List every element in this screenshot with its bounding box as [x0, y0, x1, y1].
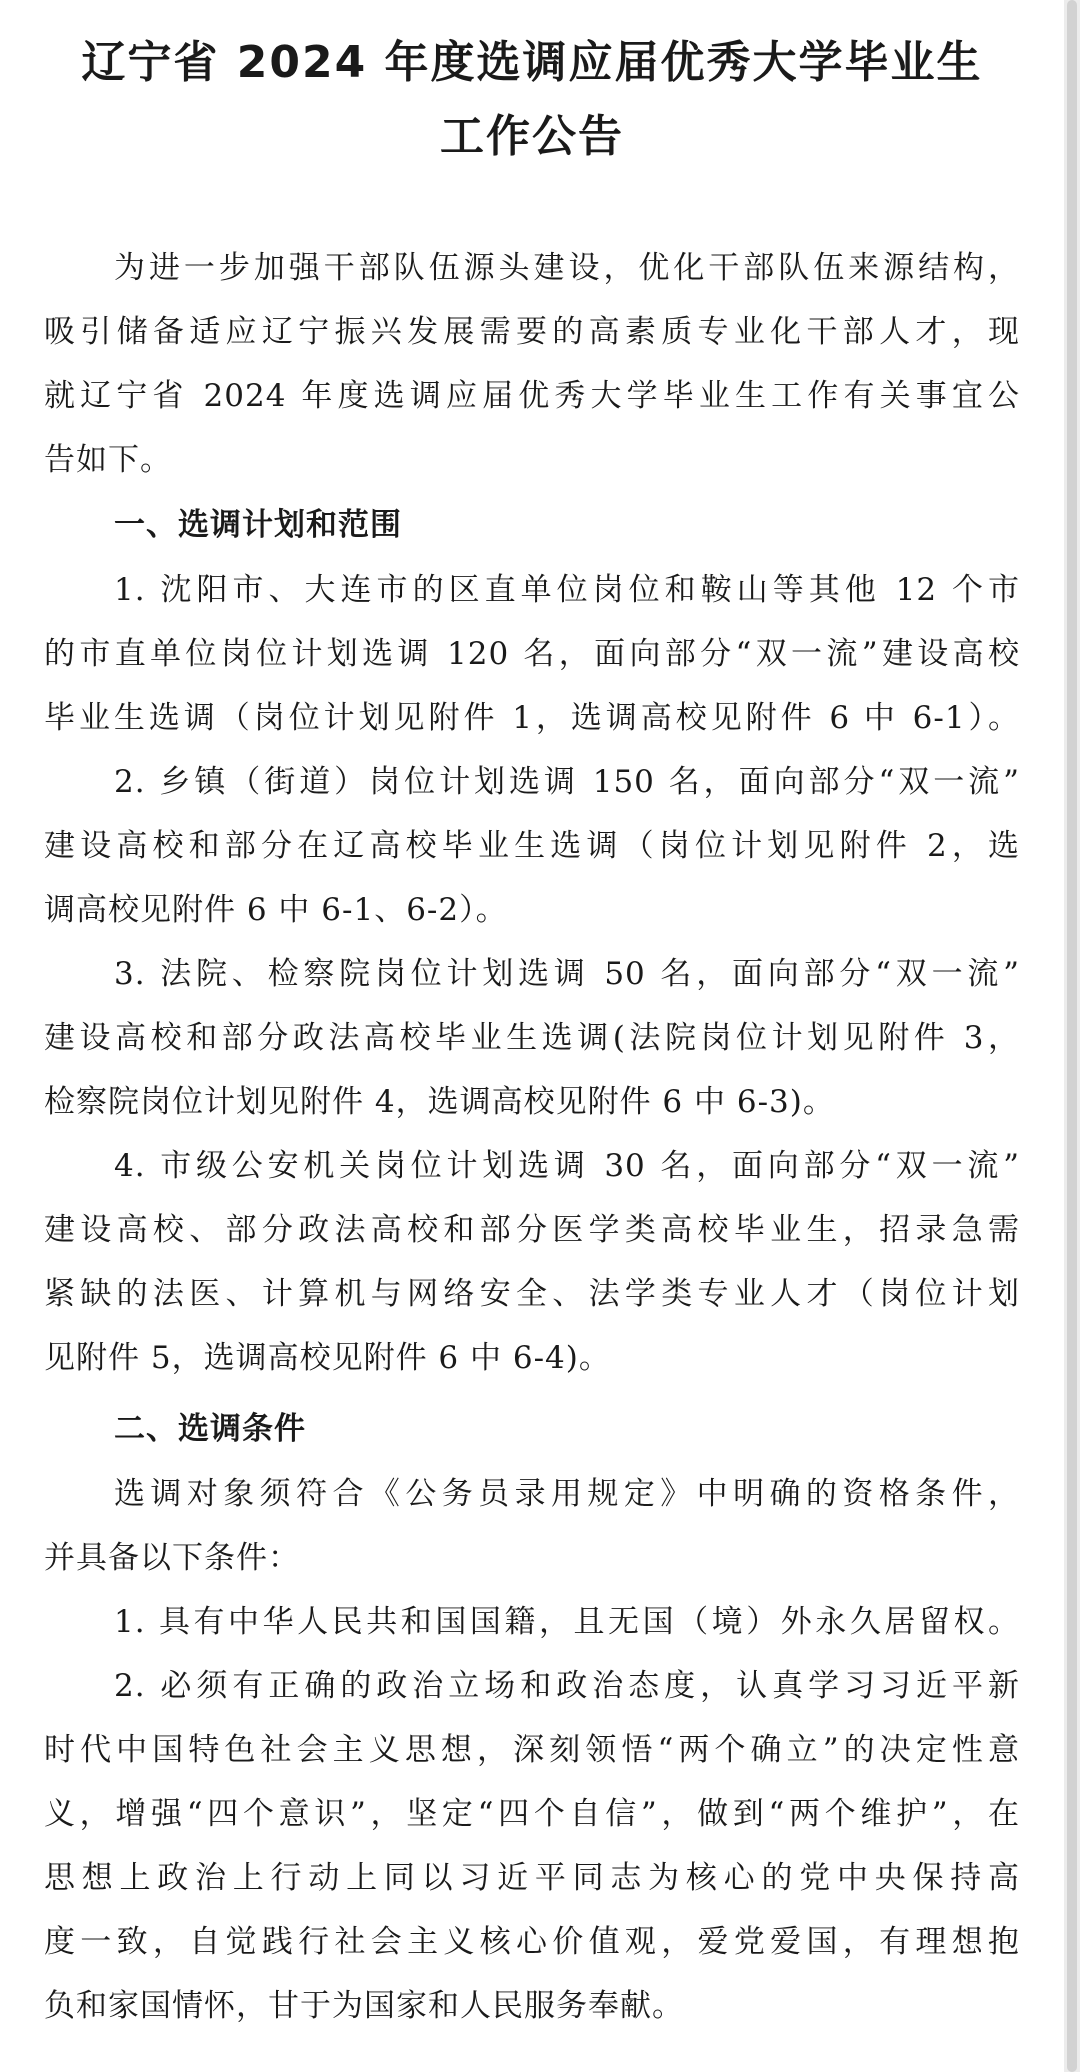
text-line: 1. 具有中华人民共和国国籍，且无国（境）外永久居留权。 [114, 1604, 1020, 1640]
text-line: 为进一步加强干部队伍源头建设，优化干部队伍来源结构， [114, 250, 1020, 286]
text-line: 义，增强“四个意识”，坚定“四个自信”，做到“两个维护”，在 [44, 1796, 1020, 1832]
text-line: 调高校见附件 6 中 6-1、6-2）。 [44, 892, 508, 928]
text-line: 3. 法院、检察院岗位计划选调 50 名，面向部分“双一流” [114, 956, 1020, 992]
text-line: 2. 乡镇（街道）岗位计划选调 150 名，面向部分“双一流” [114, 764, 1020, 800]
text-line: 4. 市级公安机关岗位计划选调 30 名，面向部分“双一流” [114, 1148, 1020, 1184]
text-line: 毕业生选调（岗位计划见附件 1，选调高校见附件 6 中 6-1）。 [44, 700, 1020, 736]
text-line: 并具备以下条件： [44, 1540, 300, 1576]
document-body [44, 236, 1020, 2038]
plan-item-2 [44, 750, 1020, 942]
title-line-2: 工作公告 [440, 111, 624, 162]
plan-item-3 [44, 942, 1020, 1134]
vertical-scrollbar[interactable] [1064, 0, 1080, 2072]
condition-1 [44, 1590, 1020, 1654]
scrollbar-thumb[interactable] [1067, 0, 1077, 2072]
text-line: 1. 沈阳市、大连市的区直单位岗位和鞍山等其他 12 个市 [114, 572, 1020, 608]
text-line: 检察院岗位计划见附件 4，选调高校见附件 6 中 6-3)。 [44, 1084, 835, 1120]
conditions-intro [44, 1462, 1020, 1590]
text-line: 负和家国情怀，甘于为国家和人民服务奉献。 [44, 1988, 684, 2024]
text-line: 建设高校、部分政法高校和部分医学类高校毕业生，招录急需 [44, 1212, 1020, 1248]
text-line: 见附件 5，选调高校见附件 6 中 6-4)。 [44, 1340, 611, 1376]
document-title [0, 26, 1064, 174]
intro-paragraph [44, 236, 1020, 492]
text-line: 建设高校和部分政法高校毕业生选调(法院岗位计划见附件 3， [44, 1020, 1020, 1056]
section-heading-1: 一、选调计划和范围 [114, 507, 402, 543]
text-line: 选调对象须符合《公务员录用规定》中明确的资格条件， [114, 1476, 1020, 1512]
plan-item-4 [44, 1134, 1020, 1390]
text-line: 建设高校和部分在辽高校毕业生选调（岗位计划见附件 2，选 [44, 828, 1020, 864]
text-line: 思想上政治上行动上同以习近平同志为核心的党中央保持高 [44, 1860, 1020, 1896]
text-line: 的市直单位岗位计划选调 120 名，面向部分“双一流”建设高校 [44, 636, 1020, 672]
section-heading-2: 二、选调条件 [114, 1411, 306, 1447]
text-line: 紧缺的法医、计算机与网络安全、法学类专业人才（岗位计划 [44, 1276, 1020, 1312]
text-line: 告如下。 [44, 442, 172, 478]
plan-item-1 [44, 558, 1020, 750]
text-line: 度一致，自觉践行社会主义核心价值观，爱党爱国，有理想抱 [44, 1924, 1020, 1960]
text-line: 2. 必须有正确的政治立场和政治态度，认真学习习近平新 [114, 1668, 1020, 1704]
text-line: 吸引储备适应辽宁振兴发展需要的高素质专业化干部人才，现 [44, 314, 1020, 350]
condition-2 [44, 1654, 1020, 2038]
title-line-1: 辽宁省 2024 年度选调应届优秀大学毕业生 [81, 37, 983, 88]
text-line: 就辽宁省 2024 年度选调应届优秀大学毕业生工作有关事宜公 [44, 378, 1020, 414]
text-line: 时代中国特色社会主义思想，深刻领悟“两个确立”的决定性意 [44, 1732, 1020, 1768]
